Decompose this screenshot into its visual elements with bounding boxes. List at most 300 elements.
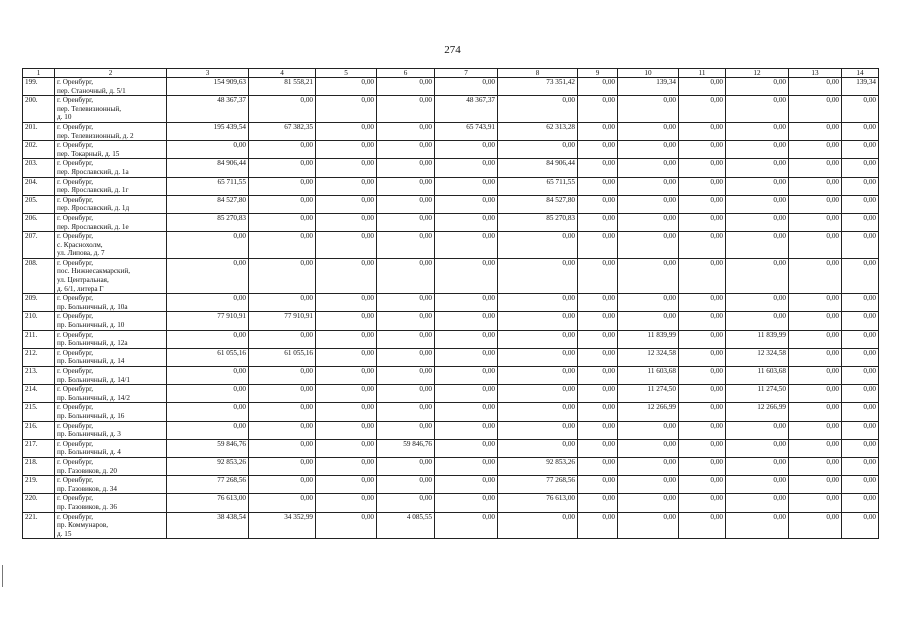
value-cell: 76 613,00 — [167, 494, 249, 512]
value-cell: 0,00 — [679, 457, 726, 475]
value-cell: 0,00 — [789, 258, 842, 293]
value-cell: 0,00 — [842, 439, 879, 457]
value-cell: 11 839,99 — [618, 330, 679, 348]
value-cell: 0,00 — [249, 258, 316, 293]
column-header: 12 — [726, 69, 789, 78]
margin-mark — [2, 565, 5, 587]
address-cell — [55, 122, 167, 140]
value-cell: 0,00 — [679, 195, 726, 213]
value-cell: 0,00 — [498, 258, 578, 293]
value-cell: 0,00 — [316, 512, 377, 539]
value-cell: 0,00 — [249, 213, 316, 231]
value-cell: 0,00 — [377, 141, 435, 159]
row-number: 199. — [23, 78, 55, 96]
value-cell: 0,00 — [316, 494, 377, 512]
header-row — [23, 69, 879, 78]
value-cell: 0,00 — [435, 348, 498, 366]
address-line: г. Оренбург, — [57, 512, 94, 521]
row-number: 203. — [23, 159, 55, 177]
value-cell: 0,00 — [377, 177, 435, 195]
value-cell: 0,00 — [435, 258, 498, 293]
table-row — [23, 78, 879, 96]
column-header: 5 — [316, 69, 377, 78]
address-line: г. Оренбург, — [57, 78, 94, 86]
value-cell: 0,00 — [842, 403, 879, 421]
value-cell: 0,00 — [249, 141, 316, 159]
value-cell: 0,00 — [679, 294, 726, 312]
value-cell: 0,00 — [249, 232, 316, 259]
value-cell: 0,00 — [679, 232, 726, 259]
address-cell — [55, 367, 167, 385]
table-row — [23, 232, 879, 259]
address-line: г. Оренбург, — [57, 195, 94, 204]
value-cell: 0,00 — [679, 122, 726, 140]
column-header: 11 — [679, 69, 726, 78]
address-line: пер. Токарный, д. 15 — [57, 149, 120, 158]
value-cell: 0,00 — [578, 258, 618, 293]
address-line: д. 10 — [57, 113, 72, 122]
value-cell: 81 558,21 — [249, 78, 316, 96]
value-cell: 0,00 — [679, 403, 726, 421]
column-header: 3 — [167, 69, 249, 78]
address-line: пер. Станочный, д. 5/1 — [57, 86, 126, 95]
value-cell: 59 846,76 — [167, 439, 249, 457]
value-cell: 0,00 — [316, 385, 377, 403]
column-header: 14 — [842, 69, 879, 78]
value-cell: 0,00 — [842, 421, 879, 439]
row-number: 205. — [23, 195, 55, 213]
value-cell: 0,00 — [618, 213, 679, 231]
address-line: г. Оренбург, — [57, 330, 94, 339]
table-row — [23, 177, 879, 195]
value-cell: 0,00 — [789, 367, 842, 385]
value-cell: 0,00 — [842, 457, 879, 475]
address-line: д. 6/1, литера Г — [57, 284, 104, 293]
value-cell: 0,00 — [316, 159, 377, 177]
value-cell: 0,00 — [435, 385, 498, 403]
value-cell: 0,00 — [842, 367, 879, 385]
row-number: 216. — [23, 421, 55, 439]
value-cell: 0,00 — [726, 476, 789, 494]
value-cell: 0,00 — [726, 213, 789, 231]
value-cell: 0,00 — [377, 312, 435, 330]
value-cell: 0,00 — [316, 232, 377, 259]
value-cell: 0,00 — [167, 232, 249, 259]
value-cell: 0,00 — [435, 457, 498, 475]
address-cell — [55, 294, 167, 312]
table-row — [23, 385, 879, 403]
value-cell: 84 527,80 — [167, 195, 249, 213]
value-cell: 0,00 — [789, 96, 842, 123]
value-cell: 61 055,16 — [249, 348, 316, 366]
value-cell: 0,00 — [578, 232, 618, 259]
value-cell: 0,00 — [578, 457, 618, 475]
row-number: 209. — [23, 294, 55, 312]
value-cell: 48 367,37 — [167, 96, 249, 123]
address-line: г. Оренбург, — [57, 258, 94, 267]
row-number: 202. — [23, 141, 55, 159]
value-cell: 92 853,26 — [167, 457, 249, 475]
value-cell: 0,00 — [679, 141, 726, 159]
address-line: г. Оренбург, — [57, 476, 94, 485]
column-header: 4 — [249, 69, 316, 78]
page-number: 274 — [444, 44, 461, 56]
value-cell: 0,00 — [726, 96, 789, 123]
value-cell: 59 846,76 — [377, 439, 435, 457]
value-cell: 76 613,00 — [498, 494, 578, 512]
value-cell: 0,00 — [316, 330, 377, 348]
table-row — [23, 421, 879, 439]
value-cell: 0,00 — [618, 312, 679, 330]
value-cell: 0,00 — [498, 294, 578, 312]
value-cell: 0,00 — [377, 232, 435, 259]
value-cell: 77 268,56 — [167, 476, 249, 494]
address-cell — [55, 159, 167, 177]
value-cell: 0,00 — [842, 159, 879, 177]
value-cell: 0,00 — [578, 403, 618, 421]
address-line: пр. Газовиков, д. 36 — [57, 502, 117, 511]
value-cell: 77 910,91 — [249, 312, 316, 330]
value-cell: 0,00 — [578, 330, 618, 348]
value-cell: 0,00 — [435, 512, 498, 539]
value-cell: 12 266,99 — [726, 403, 789, 421]
address-line: г. Оренбург, — [57, 439, 94, 448]
value-cell: 0,00 — [316, 421, 377, 439]
address-line: г. Оренбург, — [57, 122, 94, 131]
address-line: г. Оренбург, — [57, 294, 94, 303]
value-cell: 0,00 — [377, 159, 435, 177]
value-cell: 0,00 — [679, 367, 726, 385]
value-cell: 85 270,83 — [167, 213, 249, 231]
table-row — [23, 494, 879, 512]
value-cell: 0,00 — [377, 403, 435, 421]
address-cell — [55, 457, 167, 475]
value-cell: 0,00 — [679, 421, 726, 439]
value-cell: 0,00 — [726, 177, 789, 195]
value-cell: 0,00 — [316, 457, 377, 475]
value-cell: 0,00 — [316, 122, 377, 140]
value-cell: 0,00 — [249, 457, 316, 475]
address-line: д. 15 — [57, 529, 72, 538]
value-cell: 0,00 — [435, 476, 498, 494]
value-cell: 34 352,99 — [249, 512, 316, 539]
value-cell: 0,00 — [789, 159, 842, 177]
value-cell: 12 324,58 — [618, 348, 679, 366]
value-cell: 139,34 — [618, 78, 679, 96]
address-cell — [55, 213, 167, 231]
value-cell: 0,00 — [842, 512, 879, 539]
table-row — [23, 476, 879, 494]
address-line: г. Оренбург, — [57, 494, 94, 503]
value-cell: 0,00 — [498, 141, 578, 159]
value-cell: 0,00 — [249, 403, 316, 421]
row-number: 204. — [23, 177, 55, 195]
value-cell: 38 438,54 — [167, 512, 249, 539]
value-cell: 0,00 — [167, 403, 249, 421]
value-cell: 0,00 — [316, 78, 377, 96]
address-cell — [55, 96, 167, 123]
value-cell: 0,00 — [789, 232, 842, 259]
value-cell: 0,00 — [498, 312, 578, 330]
value-cell: 0,00 — [618, 294, 679, 312]
value-cell: 0,00 — [789, 177, 842, 195]
value-cell: 0,00 — [842, 213, 879, 231]
value-cell: 0,00 — [578, 141, 618, 159]
value-cell: 0,00 — [578, 294, 618, 312]
value-cell: 0,00 — [578, 96, 618, 123]
value-cell: 0,00 — [167, 367, 249, 385]
value-cell: 65 711,55 — [167, 177, 249, 195]
value-cell: 0,00 — [726, 122, 789, 140]
column-header: 6 — [377, 69, 435, 78]
column-header: 7 — [435, 69, 498, 78]
value-cell: 0,00 — [679, 439, 726, 457]
address-cell — [55, 141, 167, 159]
table-row — [23, 439, 879, 457]
value-cell: 48 367,37 — [435, 96, 498, 123]
address-line: ул. Центральная, — [57, 276, 109, 285]
table-row — [23, 348, 879, 366]
address-line: пр. Газовиков, д. 34 — [57, 484, 117, 493]
value-cell: 0,00 — [789, 78, 842, 96]
value-cell: 0,00 — [726, 258, 789, 293]
value-cell: 0,00 — [435, 294, 498, 312]
value-cell: 0,00 — [618, 177, 679, 195]
value-cell: 0,00 — [726, 494, 789, 512]
value-cell: 0,00 — [679, 476, 726, 494]
address-line: пер. Ярославский, д. 1е — [57, 222, 129, 231]
address-cell — [55, 312, 167, 330]
value-cell: 11 839,99 — [726, 330, 789, 348]
value-cell: 0,00 — [618, 195, 679, 213]
table-row — [23, 122, 879, 140]
row-number: 219. — [23, 476, 55, 494]
value-cell: 0,00 — [789, 457, 842, 475]
value-cell: 0,00 — [435, 213, 498, 231]
row-number: 200. — [23, 96, 55, 123]
value-cell: 0,00 — [498, 385, 578, 403]
table-row — [23, 403, 879, 421]
address-line: пр. Больничный, д. 3 — [57, 430, 121, 439]
value-cell: 0,00 — [618, 421, 679, 439]
row-number: 218. — [23, 457, 55, 475]
value-cell: 0,00 — [377, 330, 435, 348]
value-cell: 0,00 — [377, 348, 435, 366]
value-cell: 0,00 — [842, 195, 879, 213]
value-cell: 0,00 — [316, 367, 377, 385]
value-cell: 11 274,50 — [618, 385, 679, 403]
value-cell: 11 603,68 — [618, 367, 679, 385]
value-cell: 0,00 — [789, 421, 842, 439]
address-line: с. Краснохолм, — [57, 240, 103, 249]
value-cell: 0,00 — [789, 294, 842, 312]
address-line: г. Оренбург, — [57, 177, 94, 186]
value-cell: 0,00 — [842, 348, 879, 366]
address-line: г. Оренбург, — [57, 403, 94, 412]
value-cell: 0,00 — [679, 512, 726, 539]
value-cell: 0,00 — [842, 232, 879, 259]
value-cell: 0,00 — [435, 232, 498, 259]
value-cell: 0,00 — [435, 494, 498, 512]
address-line: пр. Коммунаров, — [57, 521, 109, 530]
value-cell: 65 711,55 — [498, 177, 578, 195]
value-cell: 0,00 — [618, 494, 679, 512]
value-cell: 0,00 — [435, 177, 498, 195]
address-line: пос. Нижнесакмарский, — [57, 267, 131, 276]
address-cell — [55, 78, 167, 96]
column-header: 8 — [498, 69, 578, 78]
address-line: г. Оренбург, — [57, 213, 94, 222]
value-cell: 4 085,55 — [377, 512, 435, 539]
value-cell: 0,00 — [618, 122, 679, 140]
value-cell: 0,00 — [498, 330, 578, 348]
value-cell: 0,00 — [377, 494, 435, 512]
value-cell: 0,00 — [679, 312, 726, 330]
value-cell: 0,00 — [679, 78, 726, 96]
table-row — [23, 141, 879, 159]
value-cell: 0,00 — [498, 96, 578, 123]
row-number: 207. — [23, 232, 55, 259]
address-cell — [55, 476, 167, 494]
value-cell: 0,00 — [618, 258, 679, 293]
table-body — [23, 78, 879, 539]
value-cell: 0,00 — [498, 348, 578, 366]
address-cell — [55, 421, 167, 439]
value-cell: 0,00 — [618, 96, 679, 123]
value-cell: 0,00 — [578, 421, 618, 439]
address-line: пер. Ярославский, д. 1г — [57, 186, 129, 195]
value-cell: 67 382,35 — [249, 122, 316, 140]
row-number: 208. — [23, 258, 55, 293]
value-cell: 0,00 — [679, 494, 726, 512]
value-cell: 0,00 — [316, 294, 377, 312]
value-cell: 0,00 — [726, 439, 789, 457]
column-header: 9 — [578, 69, 618, 78]
value-cell: 0,00 — [842, 330, 879, 348]
value-cell: 0,00 — [789, 122, 842, 140]
value-cell: 139,34 — [842, 78, 879, 96]
value-cell: 0,00 — [842, 476, 879, 494]
address-cell — [55, 195, 167, 213]
value-cell: 0,00 — [316, 258, 377, 293]
value-cell: 85 270,83 — [498, 213, 578, 231]
value-cell: 0,00 — [578, 122, 618, 140]
address-cell — [55, 512, 167, 539]
column-header: 10 — [618, 69, 679, 78]
value-cell: 0,00 — [679, 330, 726, 348]
value-cell: 0,00 — [842, 312, 879, 330]
address-cell — [55, 177, 167, 195]
row-number: 201. — [23, 122, 55, 140]
value-cell: 0,00 — [578, 512, 618, 539]
value-cell: 0,00 — [377, 258, 435, 293]
value-cell: 0,00 — [618, 457, 679, 475]
value-cell: 77 268,56 — [498, 476, 578, 494]
address-line: пр. Больничный, д. 10 — [57, 321, 125, 330]
value-cell: 0,00 — [842, 385, 879, 403]
address-cell — [55, 439, 167, 457]
value-cell: 0,00 — [498, 439, 578, 457]
value-cell: 0,00 — [249, 367, 316, 385]
value-cell: 0,00 — [578, 385, 618, 403]
address-line: пр. Больничный, д. 14/2 — [57, 393, 130, 402]
value-cell: 0,00 — [726, 141, 789, 159]
value-cell: 0,00 — [377, 122, 435, 140]
row-number: 206. — [23, 213, 55, 231]
value-cell: 0,00 — [679, 348, 726, 366]
row-number: 217. — [23, 439, 55, 457]
table-row — [23, 258, 879, 293]
value-cell: 0,00 — [249, 177, 316, 195]
column-header: 13 — [789, 69, 842, 78]
address-line: пер. Ярославский, д. 1д — [57, 204, 130, 213]
value-cell: 0,00 — [377, 385, 435, 403]
value-cell: 0,00 — [249, 330, 316, 348]
value-cell: 0,00 — [726, 294, 789, 312]
value-cell: 0,00 — [679, 213, 726, 231]
address-line: ул. Липова, д. 7 — [57, 249, 105, 258]
value-cell: 0,00 — [316, 439, 377, 457]
value-cell: 0,00 — [249, 195, 316, 213]
value-cell: 154 909,63 — [167, 78, 249, 96]
value-cell: 0,00 — [316, 348, 377, 366]
value-cell: 0,00 — [377, 213, 435, 231]
value-cell: 0,00 — [167, 385, 249, 403]
row-number: 220. — [23, 494, 55, 512]
value-cell: 0,00 — [842, 294, 879, 312]
value-cell: 0,00 — [167, 141, 249, 159]
value-cell: 0,00 — [618, 232, 679, 259]
value-cell: 0,00 — [435, 439, 498, 457]
value-cell: 0,00 — [842, 494, 879, 512]
row-number: 212. — [23, 348, 55, 366]
value-cell: 0,00 — [435, 312, 498, 330]
value-cell: 0,00 — [435, 141, 498, 159]
value-cell: 0,00 — [249, 439, 316, 457]
table-row — [23, 512, 879, 539]
value-cell: 195 439,54 — [167, 122, 249, 140]
value-cell: 11 603,68 — [726, 367, 789, 385]
value-cell: 84 527,80 — [498, 195, 578, 213]
value-cell: 0,00 — [618, 141, 679, 159]
value-cell: 0,00 — [316, 96, 377, 123]
value-cell: 0,00 — [789, 348, 842, 366]
value-cell: 12 324,58 — [726, 348, 789, 366]
value-cell: 0,00 — [679, 258, 726, 293]
address-cell — [55, 232, 167, 259]
value-cell: 0,00 — [726, 159, 789, 177]
row-number: 215. — [23, 403, 55, 421]
value-cell: 0,00 — [842, 258, 879, 293]
address-line: пр. Больничный, д. 12а — [57, 339, 128, 348]
value-cell: 0,00 — [167, 330, 249, 348]
address-line: г. Оренбург, — [57, 421, 94, 430]
address-line: пр. Больничный, д. 14/1 — [57, 375, 130, 384]
address-line: г. Оренбург, — [57, 159, 94, 168]
address-line: г. Оренбург, — [57, 457, 94, 466]
value-cell: 0,00 — [789, 312, 842, 330]
value-cell: 73 351,42 — [498, 78, 578, 96]
address-line: г. Оренбург, — [57, 141, 94, 150]
address-line: г. Оренбург, — [57, 232, 94, 241]
value-cell: 0,00 — [435, 330, 498, 348]
address-line: пр. Больничный, д. 10а — [57, 302, 128, 311]
value-cell: 0,00 — [679, 96, 726, 123]
address-cell — [55, 385, 167, 403]
table-row — [23, 294, 879, 312]
value-cell: 0,00 — [316, 213, 377, 231]
value-cell: 0,00 — [316, 141, 377, 159]
